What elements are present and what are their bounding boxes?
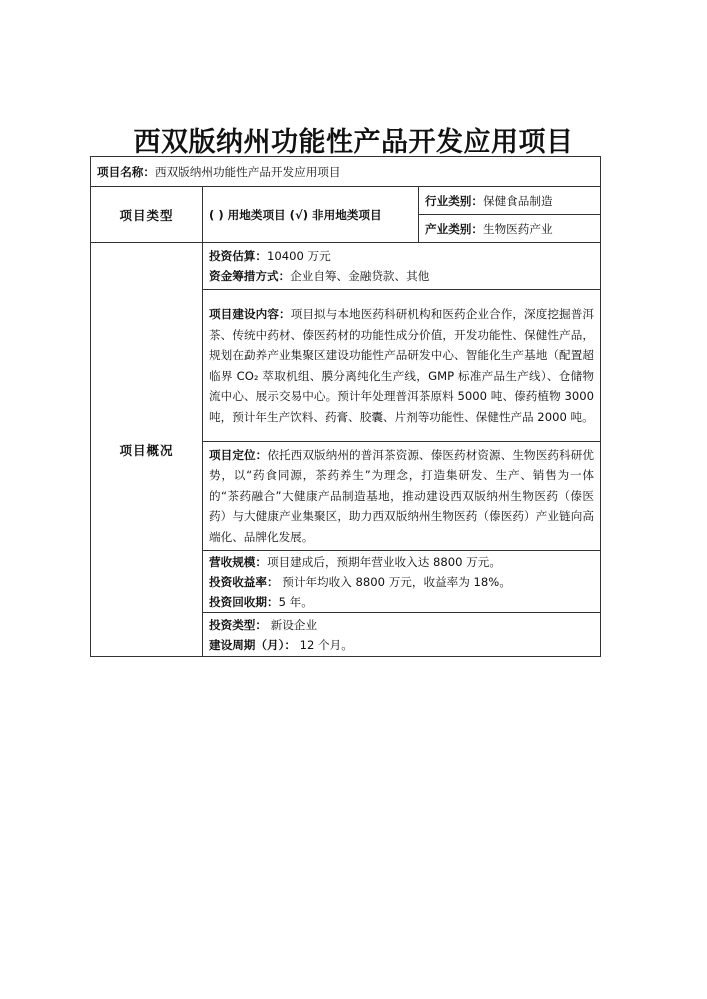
land-use-options: ( ) 用地类项目 (√) 非用地类项目 [203, 187, 419, 243]
positioning-cell [203, 442, 601, 551]
positioning-label: 项目定位： [209, 447, 268, 462]
funding-label: 资金筹措方式： [209, 269, 291, 283]
roi-label: 投资收益率： [209, 574, 279, 589]
sector-value: 生物医药产业 [482, 221, 553, 236]
row-project-type [91, 187, 601, 215]
overview-label: 项目概况 [91, 243, 203, 657]
roi-value: 预计年均收入 8800 万元，收益率为 18%。 [278, 574, 511, 589]
project-name-value: 西双版纳州功能性产品开发应用项目 [154, 164, 341, 179]
project-table [90, 156, 601, 657]
row-project-name [91, 157, 601, 187]
project-type-label: 项目类型 [91, 187, 203, 243]
sector-label: 产业类别： [425, 221, 483, 236]
industry-value: 保健食品制造 [482, 193, 553, 208]
payback-value: 5 年。 [278, 594, 313, 609]
invest-type-value: 新设企业 [266, 617, 318, 632]
investment-label: 投资估算： [209, 249, 267, 263]
row-investment [91, 243, 601, 290]
investment-value: 10400 万元 [266, 249, 331, 263]
period-value: 12 个月。 [295, 637, 353, 652]
period-label: 建设周期（月）： [209, 637, 296, 652]
positioning-value: 依托西双版纳州的普洱茶资源、傣医药材资源、生物医药科研优势，以“药食同源，茶药养生”为理念，打造集研发、生产、销售为一体的“茶药融合”大健康产品制造基地，推动建设西双版纳州生物医药（傣医药）与大健康产业集聚区，助力西双版纳州生物医药（傣医药）产业链向高端化、品牌化发展。 [209, 447, 594, 544]
revenue-cell [203, 551, 601, 613]
construction-cell [203, 290, 601, 442]
project-name-cell [91, 157, 601, 187]
investment-cell [203, 243, 601, 290]
construction-value: 项目拟与本地医药科研机构和医药企业合作，深度挖掘普洱茶、传统中药材、傣医药材的功能性成分价值，开发功能性、保健性产品，规划在勐养产业集聚区建设功能性产品研发中心、智能化生产基地（配置超临界 CO₂ 萃取机组、膜分离纯化生产线，GMP 标准产品生产线）、仓储物流中心、展示交易中心。预计年处理普洱茶原料 5000 吨、傣药植物 3000 吨，预计年生产饮料、药膏、胶囊、片剂等功能性、保健性产品 2000 吨。 [209, 307, 594, 424]
construction-label: 项目建设内容： [209, 307, 291, 321]
page-title: 西双版纳州功能性产品开发应用项目 [133, 127, 574, 158]
revenue-label: 营收规模： [209, 554, 267, 569]
industry-label: 行业类别： [425, 193, 483, 208]
revenue-value: 项目建成后，预期年营业收入达 8800 万元。 [266, 554, 501, 569]
invest-type-label: 投资类型： [209, 617, 267, 632]
payback-label: 投资回收期： [209, 594, 279, 609]
project-name-label: 项目名称： [97, 164, 155, 179]
funding-value: 企业自筹、金融贷款、其他 [290, 269, 430, 283]
sector-cell [419, 215, 601, 243]
invest-type-cell [203, 613, 601, 657]
industry-cell [419, 187, 601, 215]
